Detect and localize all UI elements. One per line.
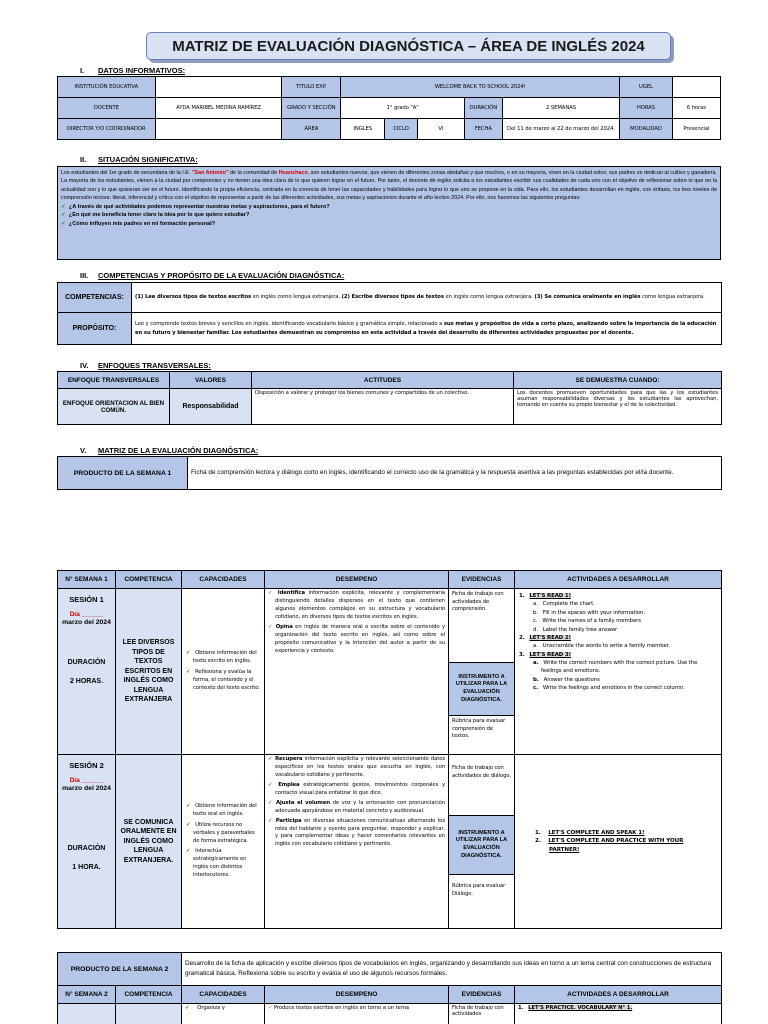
sesion-3-actividades: 1. LET'S PRACTICE. VOCABULARY N° 1. <box>515 1004 722 1024</box>
desempeno-header-2: DESEMPENO <box>265 986 449 1004</box>
sesion-2-desempeno: ✓ Recupera información explícita y relevante seleccionando datos específicos en los textos orales que escucha en inglés, con vocabulario cotidiano y pertinente. ✓ Emplea estratégicamente gestos, movimientos corporales y contacto visual para enfatizar lo que dice. ✓ Ajusta el volumen de voz y la entonación con pronunciación adecuada apoyándose en material concreto y audiovisual. ✓ Participa en diversas situaciones comunicativas alternando los roles del hablante y oyente para preguntar, responder y explicar, y para complementar ideas y hacer comentarios relevantes en inglés con vocabulario cotidiano y pertinente. <box>265 755 449 929</box>
actitudes-header: ACTITUDES <box>252 372 514 389</box>
docente-value: AYDA MARIBEL MEDINA RAMÍREZ <box>155 98 282 119</box>
sesion-1-competencia: LEE DIVERSOS TIPOS DE TEXTOS ESCRITOS EN INGLÉS COMO LENGUA EXTRANJERA <box>116 589 182 755</box>
competencia-header-2: COMPETENCIA <box>116 986 182 1004</box>
evidencias-header-2: EVIDENCIAS <box>449 986 515 1004</box>
institucion-label: INSTITUCIÓN EDUCATIVA <box>58 77 156 98</box>
semana-1-header: N° SEMANA 1 <box>58 571 116 589</box>
modalidad-value: Presencial <box>672 119 720 140</box>
director-label: DIRECTOR Y/O COORDINADOR <box>58 119 156 140</box>
evidencias-header: EVIDENCIAS <box>449 571 515 589</box>
sesion-2-actividades: 1. LET'S COMPLETE AND SPEAK 1! 2. LET'S COMPLETE AND PRACTICE WITH YOUR PARTNER! <box>515 755 722 929</box>
sesion-3-cell <box>58 1004 116 1024</box>
question-1: ✓ ¿A través de qué actividades podemos representar nuestras metas y aspiraciones, para el futuro? <box>61 203 330 210</box>
enfoque-header: ENFOQUE TRANSVERSALES <box>58 372 170 389</box>
capacidades-header-2: CAPACIDADES <box>182 986 265 1004</box>
producto-2-label: PRODUCTO DE LA SEMANA 2 <box>58 953 182 986</box>
ugel-value <box>672 77 720 98</box>
competencia-header: COMPETENCIA <box>116 571 182 589</box>
question-2: ✓ ¿En qué me beneficia tener claro la idea por lo que quiero estudiar? <box>61 212 250 219</box>
sesion-3-competencia <box>116 1004 182 1024</box>
semana-1-matrix-table <box>57 570 722 929</box>
desempeno-header: DESEMPENO <box>265 571 449 589</box>
sesion-2-capacidades: ✓ Obtiene información del texto oral en inglés. ✓ Utiliza recursos no verbales y paraverbales de forma estratégica. ✓ Interactúa estratégicamente en inglés con distintos interlocutores. <box>182 755 265 929</box>
competencias-table <box>57 282 722 345</box>
proposito-label: PROPÓSITO: <box>58 313 132 345</box>
capacidades-header: CAPACIDADES <box>182 571 265 589</box>
sesion-1-actividades: 1. LET'S READ 1! a. Complete the chart. b. Fill in the spaces with your information. c. Write the names of a family members d. Label the family tree answer 2. LET'S READ 2! a. Unscramble the words to write a family member. 3. LET'S READ 3! a. Write the correct numbers with the correct picture. Use the feelings and emotions. b. Answer the questions c. Write the feelings and emotions in the correct column. <box>515 589 722 755</box>
sesion-1-evidencias: Ficha de trabajo con actividades de comprensión. INSTRUMENTO A UTILIZAR PARA LA EVALUACIÓN DIAGNÓSTICA. Rúbrica para evaluar comprensión de textos. <box>449 589 515 755</box>
horas-value: 6 horas <box>672 98 720 119</box>
actividades-header-2: ACTIVIDADES A DESARROLLAR <box>515 986 722 1004</box>
valores-header: VALORES <box>170 372 252 389</box>
producto-1-label: PRODUCTO DE LA SEMANA 1 <box>58 457 188 490</box>
grado-label: GRADO Y SECCIÓN <box>282 98 341 119</box>
proposito-text: Lee y comprende textos breves y sencillos en inglés, identificando vocabulario básico y gramática simple, relacionado a sus metas y propósitos de vida a corto plazo, analizando sobre la importancia de la educación en su futuro y bienestar familiar. Los estudiantes demuestran su compromiso en esta actividad a través del desarrollo de diferentes actividades propuestas por el docente. <box>132 313 722 345</box>
document-title: MATRIZ DE EVALUACIÓN DIAGNÓSTICA – ÁREA DE INGLÉS 2024 <box>146 32 671 60</box>
modalidad-label: MODALIDAD <box>620 119 672 140</box>
valor-value: Responsabilidad <box>170 389 252 425</box>
duracion-label: DURACIÓN <box>464 98 502 119</box>
situacion-significativa-text: Los estudiantes del 1er grado de secundaria de la I.E. "San Antonio" de la comunidad de Huanchaco, son estudiantes nuevos, que vienen de diferentes zonas aledañas y que muchos, o en su mayoría, viven en la ciudad solos; sus padres se dedican al cultivo y ganadería. La mayoría de los estudiantes, vienen a la ciudad por compromiso y no tienen una idea clara de lo que quieren lograr en el futuro. Por tanto, el docente de inglés solicita a los estudiantes escribir sus cualidades de cada uno con el objetivo de reflexionar sobre lo que en la actualidad son y lo que quisieran ser en el futuro. Identificando la propia eficiencia, centrada en la creencia de tener las capacidades y habilidades para lograr lo que uno se propone en la vida. Para ello, los estudiantes desarrollan en inglés, con énfasis, los tres niveles de comprensión lectora: literal, inferencial y crítica con el objetivo de representar a partir de las diferentes actividades, sus metas y aspiraciones durante el año lectivo 2024. Por ello, nos hacemos las siguientes preguntas: ✓ ¿A través de qué actividades podemos representar nuestras metas y aspiraciones, para el futuro? ✓ ¿En qué me beneficia tener claro la idea por lo que quiero estudiar? ✓ ¿Cómo influyen mis padres en mi formación personal? <box>57 166 721 260</box>
titulo-label: TITULO EXP. <box>282 77 341 98</box>
demuestra-header: SE DEMUESTRA CUANDO: <box>514 372 722 389</box>
horas-label: HORAS <box>620 98 672 119</box>
datos-informativos-table <box>57 76 721 140</box>
sesion-1-cell: SESIÓN 1 Día ______ marzo del 2024 DURACIÓN 2 HORAS. <box>58 589 116 755</box>
sesion-1-desempeno: ✓ Identifica información explícita, relevante y complementaria distinguiendo detalles dispersos en el texto que contienen algunos elementos complejos en su estructura y vocabulario cotidiano, en diversos tipos de textos escritos en inglés. ✓ Opina en inglés de manera oral o escrita sobre el contenido y organización del texto escrito en inglés, así como sobre el propósito comunicativo y la intención del autor a partir de su experiencia y contexto. <box>265 589 449 755</box>
ciclo-label: CICLO <box>385 119 418 140</box>
question-3: ✓ ¿Cómo influyen mis padres en mi formación personal? <box>61 220 216 227</box>
fecha-label: FECHA <box>464 119 502 140</box>
sesion-3-desempeno: ✓ Produce textos escritos en inglés en torno a un tema <box>265 1004 449 1024</box>
producto-2-text: Desarrollo de la ficha de aplicación y escribe diversos tipos de vocabularios en inglés, organizando y desarrollando sus ideas en torno a un tema central con construcciones de estructura gramatical básica. Reflexiona sobre su escrito y evalúa el uso de algunos recursos formales. <box>182 953 722 986</box>
section-heading-situacion: II. SITUACIÓN SIGNIFICATIVA: <box>80 155 198 164</box>
sesion-1-capacidades: ✓ Obtiene información del texto escrito en inglés. ✓ Reflexiona y evalúa la forma, el contenido y el contexto del texto escrito. <box>182 589 265 755</box>
producto-semana-1-table <box>57 456 722 490</box>
fecha-value: Del 11 de marzo al 22 de marzo del 2024. <box>502 119 620 140</box>
semana-2-header: N° SEMANA 2 <box>58 986 116 1004</box>
section-heading-competencias: III. COMPETENCIAS Y PROPÓSITO DE LA EVALUACIÓN DIAGNÓSTICA: <box>80 271 345 280</box>
duracion-value: 2 SEMANAS <box>502 98 620 119</box>
director-value <box>155 119 282 140</box>
ciclo-value: VI <box>417 119 464 140</box>
titulo-value: WELCOME BACK TO SCHOOL 2024! <box>341 77 620 98</box>
demuestra-value: Los docentes promueven oportunidades para que las y los estudiantes asuman responsabilidades diversas y los estudiantes las aprovechan, tomando en cuenta su propio bienestar y el de la colectividad. <box>514 389 722 425</box>
docente-label: DOCENTE <box>58 98 156 119</box>
sesion-3-capacidades: ✓ Organiza y <box>182 1004 265 1024</box>
enfoques-table <box>57 371 722 425</box>
sesion-2-evidencias: Ficha de trabajo con actividades de diálogo. INSTRUMENTO A UTILIZAR PARA LA EVALUACIÓN DIAGNÓSTICA. Rúbrica para evaluar Diálogo. <box>449 755 515 929</box>
area-label: ÁREA <box>282 119 341 140</box>
actitud-value: Disposición a valorar y proteger los bienes comunes y compartidos de un colectivo. <box>252 389 514 425</box>
section-heading-enfoques: IV. ENFOQUES TRANSVERSALES: <box>80 361 211 370</box>
competencias-label: COMPETENCIAS: <box>58 283 132 313</box>
actividades-header: ACTIVIDADES A DESARROLLAR <box>515 571 722 589</box>
semana-2-matrix-table <box>57 952 722 1024</box>
section-heading-matriz: V. MATRIZ DE LA EVALUACIÓN DIAGNÓSTICA: <box>80 446 259 455</box>
competencias-text: (1) Lee diversos tipos de textos escritos en inglés como lengua extranjera. (2) Escribe diversos tipos de textos en inglés como lengua extranjera. (3) Se comunica oralmente en inglés como lengua extranjera. <box>132 283 722 313</box>
institucion-value <box>155 77 282 98</box>
enfoque-value: ENFOQUE ORIENTACION AL BIEN COMÚN. <box>58 389 170 425</box>
section-heading-datos: I. DATOS INFORMATIVOS: <box>80 66 186 75</box>
ugel-label: UGEL <box>620 77 672 98</box>
grado-value: 1° grado "A" <box>341 98 465 119</box>
sesion-3-evidencias: Ficha de trabajo con actividades <box>449 1004 515 1024</box>
sesion-2-cell: SESIÓN 2 Día ______ marzo del 2024 DURACIÓN 1 HORA. <box>58 755 116 929</box>
sesion-2-competencia: SE COMUNICA ORALMENTE EN INGLÉS COMO LENGUA EXTRANJERA. <box>116 755 182 929</box>
area-value: INGLES <box>341 119 385 140</box>
producto-1-text: Ficha de comprensión lectora y diálogo corto en inglés, identificando el correcto uso de la gramática y la respuesta asertiva a las preguntas establecidas por el/la docente. <box>188 457 722 490</box>
